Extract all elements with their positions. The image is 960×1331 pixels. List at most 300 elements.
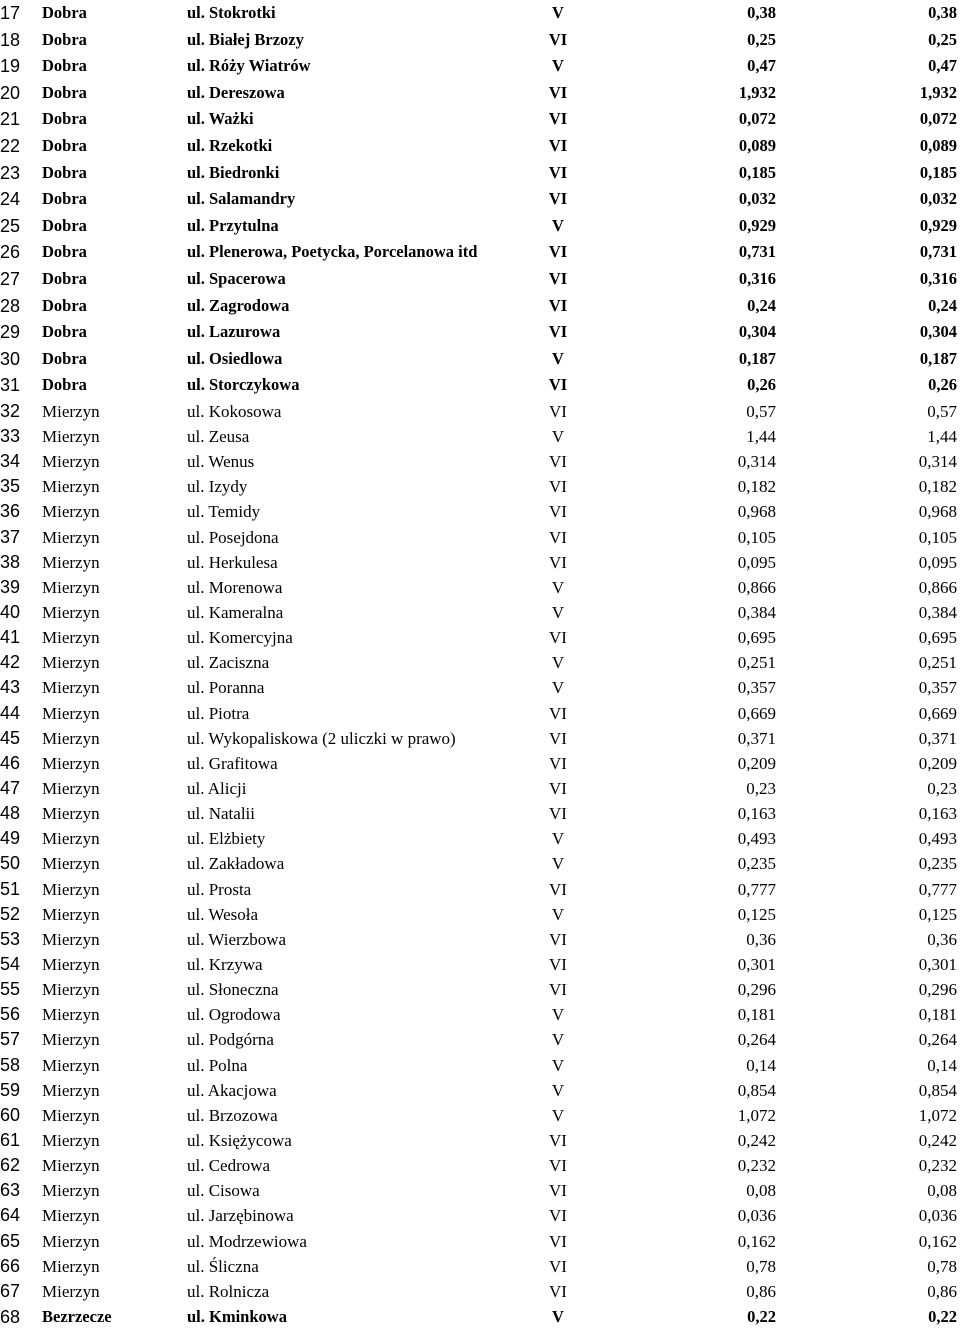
row-number: 33: [0, 426, 21, 447]
street-cell: ul. Plenerowa, Poetycka, Porcelanowa itd: [187, 242, 478, 262]
locality-cell: Bezrzecze: [42, 1306, 112, 1326]
class-cell: VI: [549, 753, 567, 773]
table-row: [0, 675, 960, 700]
row-number: 65: [0, 1230, 21, 1251]
row-number: 62: [0, 1155, 21, 1176]
class-cell: VI: [548, 135, 568, 155]
length-cell: 0,777: [737, 879, 776, 899]
class-cell: VI: [549, 1256, 567, 1276]
class-cell: V: [551, 1030, 565, 1050]
row-number: 50: [0, 853, 21, 874]
table-row: [0, 1254, 960, 1279]
row-number: 44: [0, 702, 21, 723]
street-cell: ul. Zeusa: [187, 427, 250, 447]
street-cell: ul. Storczykowa: [187, 375, 300, 395]
table-row: [0, 293, 960, 320]
row-number: 40: [0, 602, 21, 623]
table-row: [0, 1103, 960, 1128]
row-number: 67: [0, 1280, 21, 1301]
table-row: [0, 53, 960, 80]
length-cell: 0,125: [737, 904, 776, 924]
length-cell: 0,26: [747, 375, 776, 395]
row-number: 39: [0, 576, 21, 597]
street-cell: ul. Alicji: [187, 779, 247, 799]
locality-cell: Mierzyn: [42, 1080, 100, 1100]
table-row: [0, 372, 960, 399]
street-cell: ul. Izydy: [187, 477, 248, 497]
length-cell: 0,854: [737, 1080, 776, 1100]
table-row: [0, 1304, 960, 1331]
street-cell: ul. Poranna: [187, 678, 265, 698]
length-cell: 0,08: [746, 1181, 776, 1201]
total-cell: 0,301: [918, 955, 957, 974]
street-cell: ul. Białej Brzozy: [187, 29, 304, 49]
total-cell: 0,854: [918, 1080, 957, 1100]
table-row: [0, 449, 960, 474]
row-number: 59: [0, 1079, 21, 1100]
street-cell: ul. Morenowa: [187, 577, 283, 597]
street-cell: ul. Natalii: [187, 804, 255, 824]
street-cell: ul. Podgórna: [187, 1030, 274, 1050]
length-cell: 0,162: [737, 1231, 776, 1251]
total-cell: 0,089: [919, 135, 957, 155]
total-cell: 0,86: [927, 1281, 957, 1301]
street-cell: ul. Krzywa: [187, 955, 263, 974]
total-cell: 0,296: [918, 980, 957, 1000]
locality-cell: Mierzyn: [42, 703, 100, 723]
class-cell: V: [552, 56, 564, 76]
locality-cell: Mierzyn: [42, 1156, 100, 1176]
class-cell: VI: [549, 527, 567, 547]
locality-cell: Dobra: [42, 268, 87, 288]
locality-cell: Dobra: [42, 135, 87, 155]
length-cell: 0,072: [738, 109, 776, 129]
row-number: 51: [0, 878, 21, 899]
table-row: [0, 80, 960, 107]
length-cell: 0,371: [737, 728, 776, 748]
length-cell: 0,304: [738, 322, 776, 342]
length-cell: 0,187: [738, 348, 776, 368]
class-cell: VI: [549, 477, 567, 497]
length-cell: 1,44: [746, 427, 776, 447]
locality-cell: Mierzyn: [42, 879, 100, 899]
row-number: 22: [0, 135, 21, 156]
total-cell: 0,304: [919, 322, 957, 342]
row-number: 27: [0, 268, 21, 289]
locality-cell: Mierzyn: [42, 779, 100, 799]
table-row: [0, 1153, 960, 1178]
total-cell: 0,125: [918, 904, 957, 924]
table-row: [0, 319, 960, 346]
class-cell: V: [551, 427, 565, 447]
table-row: [0, 106, 960, 133]
total-cell: 0,695: [918, 628, 957, 648]
locality-cell: Dobra: [42, 109, 87, 129]
length-cell: 0,14: [746, 1055, 776, 1075]
locality-cell: Mierzyn: [42, 1055, 100, 1075]
class-cell: VI: [548, 189, 568, 209]
total-cell: 0,242: [918, 1130, 957, 1150]
length-cell: 0,36: [746, 929, 776, 949]
table-row: [0, 776, 960, 801]
street-cell: ul. Kminkowa: [187, 1306, 287, 1326]
class-cell: VI: [549, 1206, 567, 1226]
class-cell: VI: [549, 1181, 567, 1201]
total-cell: 0,493: [918, 829, 957, 849]
row-number: 68: [0, 1306, 21, 1327]
row-number: 46: [0, 752, 21, 773]
street-cell: ul. Prosta: [187, 879, 252, 899]
class-cell: VI: [549, 628, 567, 648]
class-cell: V: [552, 1306, 564, 1326]
locality-cell: Dobra: [42, 375, 87, 395]
length-cell: 0,095: [737, 552, 776, 572]
length-cell: 0,314: [737, 452, 776, 472]
locality-cell: Mierzyn: [42, 653, 100, 673]
table-row: [0, 1203, 960, 1228]
street-cell: ul. Księżycowa: [187, 1130, 292, 1150]
locality-cell: Dobra: [42, 29, 87, 49]
table-row: [0, 525, 960, 550]
total-cell: 0,251: [918, 653, 957, 673]
row-number: 57: [0, 1029, 21, 1050]
total-cell: 0,264: [918, 1030, 957, 1050]
table-row: [0, 186, 960, 213]
row-number: 55: [0, 979, 21, 1000]
class-cell: VI: [549, 804, 567, 824]
row-number: 25: [0, 215, 21, 236]
row-number: 60: [0, 1104, 21, 1125]
street-cell: ul. Komercyjna: [187, 628, 293, 648]
row-number: 64: [0, 1205, 21, 1226]
row-number: 37: [0, 526, 21, 547]
class-cell: V: [551, 904, 565, 924]
table-row: [0, 0, 960, 27]
row-number: 38: [0, 551, 21, 572]
class-cell: V: [551, 1055, 565, 1075]
row-number: 28: [0, 295, 21, 316]
street-cell: ul. Ważki: [187, 109, 254, 129]
locality-cell: Mierzyn: [42, 1256, 100, 1276]
total-cell: 0,072: [919, 109, 957, 129]
total-cell: 0,25: [928, 29, 957, 49]
table-row: [0, 952, 960, 977]
length-cell: 0,25: [747, 29, 776, 49]
class-cell: V: [552, 215, 564, 235]
length-cell: 0,105: [737, 527, 776, 547]
class-cell: VI: [549, 955, 567, 974]
table-row: [0, 399, 960, 424]
total-cell: 0,22: [928, 1306, 957, 1326]
length-cell: 0,209: [737, 753, 776, 773]
locality-cell: Mierzyn: [42, 1105, 100, 1125]
length-cell: 0,316: [738, 268, 776, 288]
total-cell: 1,44: [927, 427, 957, 447]
street-cell: ul. Herkulesa: [187, 552, 278, 572]
total-cell: 0,162: [918, 1231, 957, 1251]
street-cell: ul. Posejdona: [187, 527, 279, 547]
length-cell: 0,57: [746, 401, 776, 421]
row-number: 35: [0, 476, 21, 497]
length-cell: 0,185: [738, 162, 776, 182]
length-cell: 0,264: [737, 1030, 776, 1050]
row-number: 48: [0, 803, 21, 824]
class-cell: VI: [548, 82, 568, 102]
class-cell: VI: [548, 162, 568, 182]
street-cell: ul. Biedronki: [187, 162, 280, 182]
length-cell: 0,78: [746, 1256, 776, 1276]
length-cell: 0,182: [737, 477, 776, 497]
row-number: 31: [0, 375, 21, 396]
table-row: [0, 877, 960, 902]
class-cell: V: [551, 678, 565, 698]
locality-cell: Mierzyn: [42, 1281, 100, 1301]
street-cell: ul. Wesoła: [187, 904, 259, 924]
street-cell: ul. Wierzbowa: [187, 929, 287, 949]
total-cell: 0,23: [927, 779, 957, 799]
total-cell: 0,14: [927, 1055, 957, 1075]
total-cell: 0,032: [919, 189, 957, 209]
class-cell: V: [551, 1080, 565, 1100]
table-row: [0, 1027, 960, 1052]
street-cell: ul. Śliczna: [187, 1256, 259, 1276]
locality-cell: Mierzyn: [42, 929, 100, 949]
total-cell: 0,36: [927, 929, 957, 949]
locality-cell: Mierzyn: [42, 1130, 100, 1150]
street-cell: ul. Temidy: [187, 502, 261, 522]
total-cell: 0,036: [918, 1206, 957, 1226]
table-row: [0, 1229, 960, 1254]
length-cell: 0,242: [737, 1130, 776, 1150]
row-number: 29: [0, 322, 21, 343]
total-cell: 0,185: [919, 162, 957, 182]
locality-cell: Dobra: [42, 162, 87, 182]
length-cell: 0,296: [737, 980, 776, 1000]
table-row: [0, 346, 960, 373]
table-row: [0, 550, 960, 575]
length-cell: 0,929: [738, 215, 776, 235]
street-cell: ul. Zakładowa: [187, 854, 285, 874]
total-cell: 0,181: [918, 1005, 957, 1025]
street-cell: ul. Salamandry: [187, 189, 296, 209]
length-cell: 0,301: [737, 955, 776, 974]
class-cell: V: [552, 3, 564, 22]
total-cell: 0,384: [918, 603, 957, 623]
table-row: [0, 826, 960, 851]
street-cell: ul. Zagrodowa: [187, 295, 290, 315]
length-cell: 0,235: [737, 854, 776, 874]
table-row: [0, 977, 960, 1002]
total-cell: 1,932: [919, 82, 957, 102]
street-cell: ul. Wykopaliskowa (2 uliczki w prawo): [187, 728, 456, 748]
row-number: 49: [0, 828, 21, 849]
street-cell: ul. Dereszowa: [187, 82, 285, 102]
table-row: [0, 239, 960, 266]
street-cell: ul. Rzekotki: [187, 135, 273, 155]
total-cell: 0,316: [919, 268, 957, 288]
total-cell: 0,929: [919, 215, 957, 235]
class-cell: VI: [549, 703, 567, 723]
table-row: [0, 851, 960, 876]
table-row: [0, 575, 960, 600]
length-cell: 0,357: [737, 678, 776, 698]
table-row: [0, 1178, 960, 1203]
row-number: 58: [0, 1054, 21, 1075]
length-cell: 0,089: [738, 135, 776, 155]
total-cell: 0,24: [928, 295, 957, 315]
class-cell: VI: [548, 29, 568, 49]
row-number: 24: [0, 189, 21, 210]
locality-cell: Mierzyn: [42, 603, 100, 623]
locality-cell: Mierzyn: [42, 502, 100, 522]
row-number: 41: [0, 627, 21, 648]
length-cell: 0,493: [737, 829, 776, 849]
table-row: [0, 801, 960, 826]
total-cell: 0,163: [918, 804, 957, 824]
class-cell: VI: [549, 728, 567, 748]
class-cell: VI: [549, 1156, 567, 1176]
row-number: 56: [0, 1004, 21, 1025]
table-row: [0, 701, 960, 726]
table-row: [0, 1078, 960, 1103]
locality-cell: Mierzyn: [42, 829, 100, 849]
total-cell: 0,57: [927, 401, 957, 421]
table-row: [0, 650, 960, 675]
street-cell: ul. Róży Wiatrów: [187, 56, 311, 76]
total-cell: 0,47: [928, 56, 957, 76]
locality-cell: Dobra: [42, 215, 87, 235]
street-cell: ul. Stokrotki: [187, 3, 276, 22]
street-cell: ul. Wenus: [187, 452, 255, 472]
row-number: 34: [0, 451, 21, 472]
row-number: 26: [0, 242, 21, 263]
street-cell: ul. Brzozowa: [187, 1105, 278, 1125]
street-cell: ul. Grafitowa: [187, 753, 278, 773]
street-cell: ul. Lazurowa: [187, 322, 281, 342]
class-cell: V: [552, 348, 564, 368]
length-cell: 0,86: [746, 1281, 776, 1301]
class-cell: VI: [549, 1130, 567, 1150]
table-row: [0, 133, 960, 160]
row-number: 47: [0, 778, 21, 799]
locality-cell: Mierzyn: [42, 753, 100, 773]
row-number: 42: [0, 652, 21, 673]
class-cell: VI: [548, 109, 568, 129]
length-cell: 0,731: [738, 242, 776, 262]
class-cell: V: [551, 577, 565, 597]
table-row: [0, 266, 960, 293]
locality-cell: Dobra: [42, 295, 87, 315]
street-cell: ul. Akacjowa: [187, 1080, 277, 1100]
locality-cell: Mierzyn: [42, 904, 100, 924]
total-cell: 0,357: [918, 678, 957, 698]
row-number: 17: [0, 3, 21, 23]
locality-cell: Mierzyn: [42, 1005, 100, 1025]
street-cell: ul. Cisowa: [187, 1181, 260, 1201]
length-cell: 0,251: [737, 653, 776, 673]
street-cell: ul. Modrzewiowa: [187, 1231, 307, 1251]
total-cell: 1,072: [918, 1105, 957, 1125]
locality-cell: Dobra: [42, 56, 87, 76]
locality-cell: Mierzyn: [42, 1206, 100, 1226]
length-cell: 0,866: [737, 577, 776, 597]
locality-cell: Mierzyn: [42, 1181, 100, 1201]
street-cell: ul. Piotra: [187, 703, 250, 723]
locality-cell: Mierzyn: [42, 527, 100, 547]
locality-cell: Mierzyn: [42, 980, 100, 1000]
table-row: [0, 625, 960, 650]
class-cell: VI: [549, 1281, 567, 1301]
class-cell: VI: [549, 452, 567, 472]
locality-cell: Dobra: [42, 82, 87, 102]
table-row: [0, 27, 960, 54]
length-cell: 0,968: [737, 502, 776, 522]
length-cell: 0,032: [738, 189, 776, 209]
row-number: 23: [0, 162, 21, 183]
locality-cell: Dobra: [42, 3, 87, 22]
locality-cell: Mierzyn: [42, 955, 100, 974]
class-cell: VI: [549, 552, 567, 572]
total-cell: 0,866: [918, 577, 957, 597]
locality-cell: Dobra: [42, 348, 87, 368]
class-cell: VI: [548, 375, 568, 395]
row-number: 45: [0, 727, 21, 748]
table-row: [0, 1002, 960, 1027]
length-cell: 0,24: [747, 295, 776, 315]
locality-cell: Mierzyn: [42, 728, 100, 748]
locality-cell: Mierzyn: [42, 1030, 100, 1050]
street-cell: ul. Kokosowa: [187, 401, 282, 421]
row-number: 30: [0, 348, 21, 369]
street-cell: ul. Cedrowa: [187, 1156, 271, 1176]
total-cell: 0,182: [918, 477, 957, 497]
class-cell: VI: [549, 929, 567, 949]
row-number: 53: [0, 928, 21, 949]
locality-cell: Mierzyn: [42, 552, 100, 572]
row-number: 36: [0, 501, 21, 522]
street-cell: ul. Zaciszna: [187, 653, 270, 673]
total-cell: 0,78: [927, 1256, 957, 1276]
locality-cell: Dobra: [42, 242, 87, 262]
total-cell: 0,968: [918, 502, 957, 522]
locality-cell: Mierzyn: [42, 804, 100, 824]
table-row: [0, 600, 960, 625]
table-row: [0, 726, 960, 751]
class-cell: V: [551, 1105, 565, 1125]
table-row: [0, 424, 960, 449]
total-cell: 0,095: [918, 552, 957, 572]
class-cell: V: [551, 854, 565, 874]
total-cell: 0,235: [918, 854, 957, 874]
street-cell: ul. Jarzębinowa: [187, 1206, 294, 1226]
row-number: 18: [0, 29, 21, 50]
class-cell: VI: [549, 779, 567, 799]
total-cell: 0,26: [928, 375, 957, 395]
class-cell: V: [551, 1005, 565, 1025]
total-cell: 0,669: [918, 703, 957, 723]
row-number: 43: [0, 677, 21, 698]
class-cell: VI: [549, 502, 567, 522]
street-cell: ul. Ogrodowa: [187, 1005, 281, 1025]
total-cell: 0,187: [919, 348, 957, 368]
total-cell: 0,232: [918, 1156, 957, 1176]
locality-cell: Mierzyn: [42, 452, 100, 472]
locality-cell: Mierzyn: [42, 854, 100, 874]
table-row: [0, 1053, 960, 1078]
class-cell: VI: [548, 295, 568, 315]
length-cell: 0,22: [747, 1306, 776, 1326]
locality-cell: Mierzyn: [42, 577, 100, 597]
